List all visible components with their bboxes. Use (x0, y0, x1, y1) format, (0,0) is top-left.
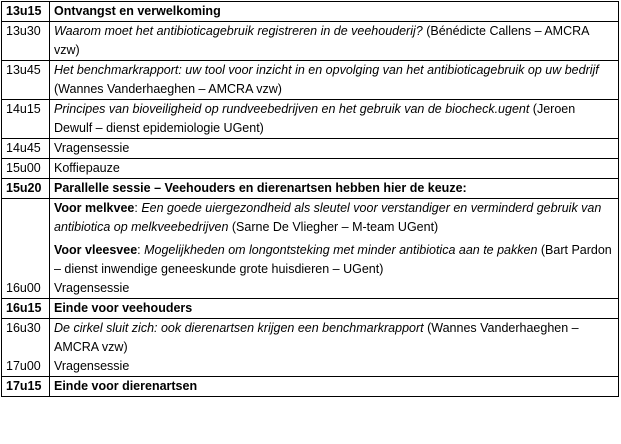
talk-title: Het benchmarkrapport: uw tool voor inzicht in en opvolging van het antibioticagebruik op uw bedrijf (54, 63, 599, 77)
talk-title: De cirkel sluit zich: ook dierenartsen krijgen een benchmarkrapport (54, 321, 424, 335)
row-label: Vragensessie (50, 357, 619, 377)
row-time: 13u30 (2, 22, 50, 61)
row-time: 16u15 (2, 299, 50, 319)
table-row (2, 377, 619, 397)
table-row (2, 199, 619, 280)
table-row (2, 61, 619, 100)
row-description (50, 199, 619, 280)
row-description (50, 61, 619, 100)
talk-speaker: (Wannes Vanderhaeghen – AMCRA vzw) (54, 321, 579, 354)
table-row (2, 139, 619, 159)
talk-speaker: (Wannes Vanderhaeghen – AMCRA vzw) (54, 82, 282, 96)
talk-speaker: (Sarne De Vliegher – M-team UGent) (228, 220, 439, 234)
row-label: Einde voor veehouders (50, 299, 619, 319)
talk-speaker: (Bénédicte Callens – AMCRA vzw) (54, 24, 589, 57)
row-description (50, 100, 619, 139)
table-row (2, 100, 619, 139)
row-label: Vragensessie (50, 139, 619, 159)
session-colon: : (134, 201, 142, 215)
row-label: Ontvangst en verwelkoming (50, 2, 619, 22)
row-label: Koffiepauze (50, 159, 619, 179)
row-label: Parallelle sessie – Veehouders en dierenartsen hebben hier de keuze: (50, 179, 619, 199)
talk-speaker: (Jeroen Dewulf – dienst epidemiologie UGent) (54, 102, 576, 135)
programme-table (1, 1, 619, 397)
row-time-empty (2, 199, 50, 280)
row-time: 16u00 (2, 279, 50, 299)
session-vleesvee (54, 241, 614, 279)
talk-title: Een goede uiergezondheid als sleutel voor verstandiger en verminderd gebruik van antibiotica op melkveebedrijven (54, 201, 602, 234)
table-row (2, 179, 619, 199)
row-description (50, 22, 619, 61)
talk-title: Waarom moet het antibioticagebruik registreren in de veehouderij? (54, 24, 423, 38)
row-label: Vragensessie (50, 279, 619, 299)
row-time: 16u30 (2, 319, 50, 358)
row-description (50, 319, 619, 358)
table-row (2, 279, 619, 299)
session-tag: Voor vleesvee (54, 243, 138, 257)
table-row (2, 319, 619, 358)
row-time: 14u45 (2, 139, 50, 159)
row-time: 15u20 (2, 179, 50, 199)
row-time: 14u15 (2, 100, 50, 139)
row-label: Einde voor dierenartsen (50, 377, 619, 397)
row-time: 13u15 (2, 2, 50, 22)
row-time: 17u15 (2, 377, 50, 397)
session-tag: Voor melkvee (54, 201, 135, 215)
talk-speaker: (Bart Pardon – dienst inwendige geneeskunde grote huisdieren – UGent) (54, 243, 612, 276)
session-melkvee (54, 199, 614, 237)
row-time: 13u45 (2, 61, 50, 100)
table-row (2, 357, 619, 377)
table-row (2, 22, 619, 61)
table-row (2, 299, 619, 319)
row-time: 15u00 (2, 159, 50, 179)
table-row (2, 159, 619, 179)
talk-title: Mogelijkheden om longontsteking met minder antibiotica aan te pakken (144, 243, 538, 257)
session-colon: : (137, 243, 145, 257)
talk-title: Principes van bioveiligheid op rundveebedrijven en het gebruik van de biocheck.ugent (54, 102, 530, 116)
row-time: 17u00 (2, 357, 50, 377)
table-row (2, 2, 619, 22)
